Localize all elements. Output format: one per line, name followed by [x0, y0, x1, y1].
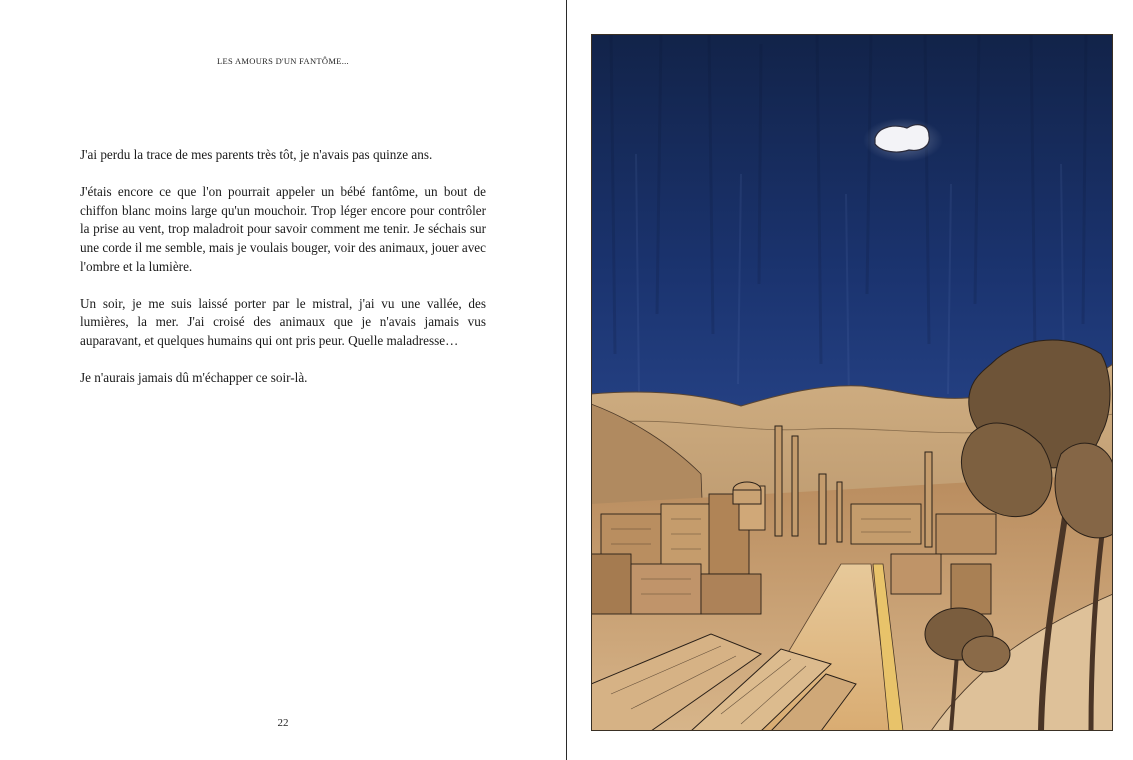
paragraph-4: Je n'aurais jamais dû m'échapper ce soir-là. [80, 370, 308, 386]
right-page [567, 0, 1133, 760]
paragraph-1: J'ai perdu la trace de mes parents très tôt, je n'avais pas quinze ans. [80, 147, 433, 162]
page-number: 22 [277, 717, 289, 729]
ghost-icon [875, 125, 929, 152]
running-head: LES AMOURS D'UN FANTÔME... [217, 56, 349, 66]
night-valley-town-illustration [591, 34, 1113, 731]
left-page [0, 0, 566, 760]
body-text [80, 146, 486, 406]
paragraph-2: J'étais encore ce que l'on pourrait appeler un bébé fantôme, un bout de chiffon blanc moins large qu'un mouchoir. Trop léger encore pour contrôler la prise au vent, trop maladroit pour savoir comment me tenir. Je séchais sur une corde il me semble, mais je voulais bouger, voir des animaux, jouer avec l'ombre et la lumière. [80, 184, 486, 274]
paragraph-3: Un soir, je me suis laissé porter par le mistral, j'ai vu une vallée, des lumières, la mer. J'ai croisé des animaux que je n'avais jamais vus auparavant, et quelques humains qui ont pris peur. Quelle maladresse… [80, 295, 486, 348]
